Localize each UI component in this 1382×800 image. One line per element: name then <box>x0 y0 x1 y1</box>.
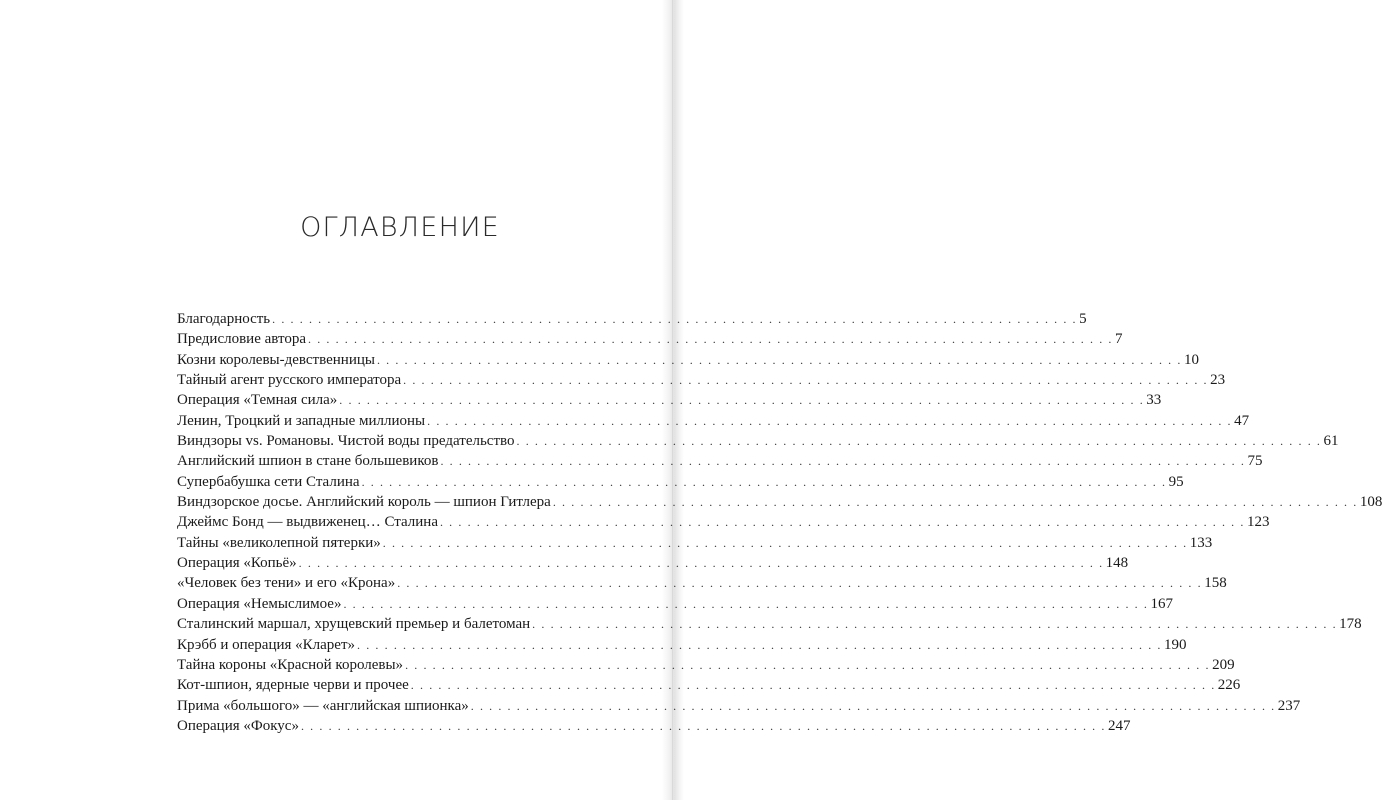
toc-entry <box>177 655 1235 675</box>
toc-entry <box>177 675 1241 695</box>
toc-dot-leader <box>517 431 1322 451</box>
toc-entry-page-number: 61 <box>1323 433 1339 450</box>
toc-entry-title: Операция «Копьё» <box>177 555 297 572</box>
toc-entry-title: Крэбб и операция «Кларет» <box>177 636 356 653</box>
toc-dot-leader <box>427 411 1232 431</box>
toc-entry-title: Виндзоры vs. Романовы. Чистой воды предательство <box>177 433 515 450</box>
toc-entry-title: Операция «Фокус» <box>177 717 299 734</box>
toc-dot-leader <box>339 390 1144 410</box>
toc-entry <box>177 431 1339 451</box>
toc-entry-title: Прима «большого» — «английская шпионка» <box>177 697 469 714</box>
toc-dot-leader <box>377 350 1182 370</box>
toc-dot-leader <box>440 512 1245 532</box>
toc-entry-title: Тайный агент русского императора <box>177 372 402 389</box>
toc-entry-page-number: 108 <box>1359 494 1382 511</box>
toc-entry-page-number: 158 <box>1204 575 1227 592</box>
toc-dot-leader <box>405 655 1210 675</box>
toc-entry <box>177 350 1199 370</box>
toc-entry-page-number: 47 <box>1234 412 1250 429</box>
toc-entry-page-number: 5 <box>1079 311 1087 327</box>
toc-dot-leader <box>403 370 1208 390</box>
toc-entry-title: Английский шпион в стане большевиков <box>177 453 439 470</box>
toc-entry-page-number: 178 <box>1339 616 1362 633</box>
toc-entry <box>177 329 1123 349</box>
toc-entry-title: Тайны «великолепной пятерки» <box>177 534 381 551</box>
toc-entry-page-number: 237 <box>1277 697 1301 714</box>
toc-entry <box>177 716 1131 736</box>
toc-entry-title: Операция «Немыслимое» <box>177 595 342 612</box>
toc-entry-title: Предисловие автора <box>177 331 306 348</box>
toc-entry-title: Джеймс Бонд — выдвиженец… Сталина <box>177 514 438 531</box>
table-of-contents <box>177 309 1382 736</box>
toc-dot-leader <box>343 594 1148 614</box>
toc-entry <box>177 472 1184 492</box>
toc-dot-leader <box>440 451 1245 471</box>
toc-entry-page-number: 95 <box>1168 473 1184 490</box>
toc-entry <box>177 390 1162 410</box>
toc-entry-page-number: 247 <box>1107 717 1131 734</box>
toc-dot-leader <box>532 614 1337 634</box>
toc-entry-page-number: 167 <box>1150 595 1173 612</box>
toc-entry-page-number: 226 <box>1217 677 1241 694</box>
toc-entry <box>177 492 1382 512</box>
toc-entry-title: Тайна короны «Красной королевы» <box>177 656 404 673</box>
toc-entry <box>177 696 1301 716</box>
toc-entry-title: Виндзорское досье. Английский король — шпион Гитлера <box>177 494 551 511</box>
toc-entry-title: «Человек без тени» и его «Крона» <box>177 575 396 592</box>
toc-entry <box>177 614 1362 634</box>
toc-entry <box>177 512 1270 532</box>
toc-entry-title: Сталинский маршал, хрущевский премьер и балетоман <box>177 616 531 633</box>
toc-dot-leader <box>357 635 1162 655</box>
page-title: ОГЛАВЛЕНИЕ <box>300 212 500 243</box>
toc-dot-leader <box>383 533 1188 553</box>
toc-entry <box>177 594 1173 614</box>
toc-entry-page-number: 133 <box>1189 534 1213 551</box>
toc-entry-page-number: 23 <box>1210 372 1226 389</box>
toc-entry <box>177 553 1129 573</box>
toc-dot-leader <box>553 492 1358 512</box>
toc-dot-leader <box>272 309 1077 329</box>
toc-entry <box>177 309 1087 329</box>
toc-entry-page-number: 190 <box>1164 636 1187 653</box>
toc-entry <box>177 635 1187 655</box>
toc-dot-leader <box>308 329 1113 349</box>
toc-entry-title: Супербабушка сети Сталина <box>177 473 360 490</box>
toc-entry-page-number: 33 <box>1146 392 1162 409</box>
toc-entry-title: Кот-шпион, ядерные черви и прочее <box>177 677 409 694</box>
toc-entry-page-number: 123 <box>1246 514 1270 531</box>
toc-entry-page-number: 10 <box>1183 351 1199 368</box>
toc-entry-page-number: 75 <box>1247 453 1263 470</box>
toc-dot-leader <box>411 675 1216 695</box>
toc-entry-title: Козни королевы-девственницы <box>177 351 375 368</box>
toc-dot-leader <box>301 716 1106 736</box>
toc-entry-page-number: 7 <box>1115 331 1123 348</box>
toc-entry-title: Операция «Темная сила» <box>177 392 338 409</box>
toc-entry-title: Ленин, Троцкий и западные миллионы <box>177 412 426 429</box>
toc-dot-leader <box>397 573 1202 593</box>
toc-entry <box>177 370 1226 390</box>
toc-entry <box>177 411 1250 431</box>
toc-entry <box>177 573 1227 593</box>
toc-dot-leader <box>362 472 1167 492</box>
toc-dot-leader <box>299 553 1104 573</box>
toc-entry-page-number: 209 <box>1212 656 1235 673</box>
toc-entry-title: Благодарность <box>177 311 271 327</box>
toc-entry-page-number: 148 <box>1105 555 1129 572</box>
toc-dot-leader <box>471 696 1276 716</box>
toc-entry <box>177 451 1263 471</box>
toc-entry <box>177 533 1213 553</box>
